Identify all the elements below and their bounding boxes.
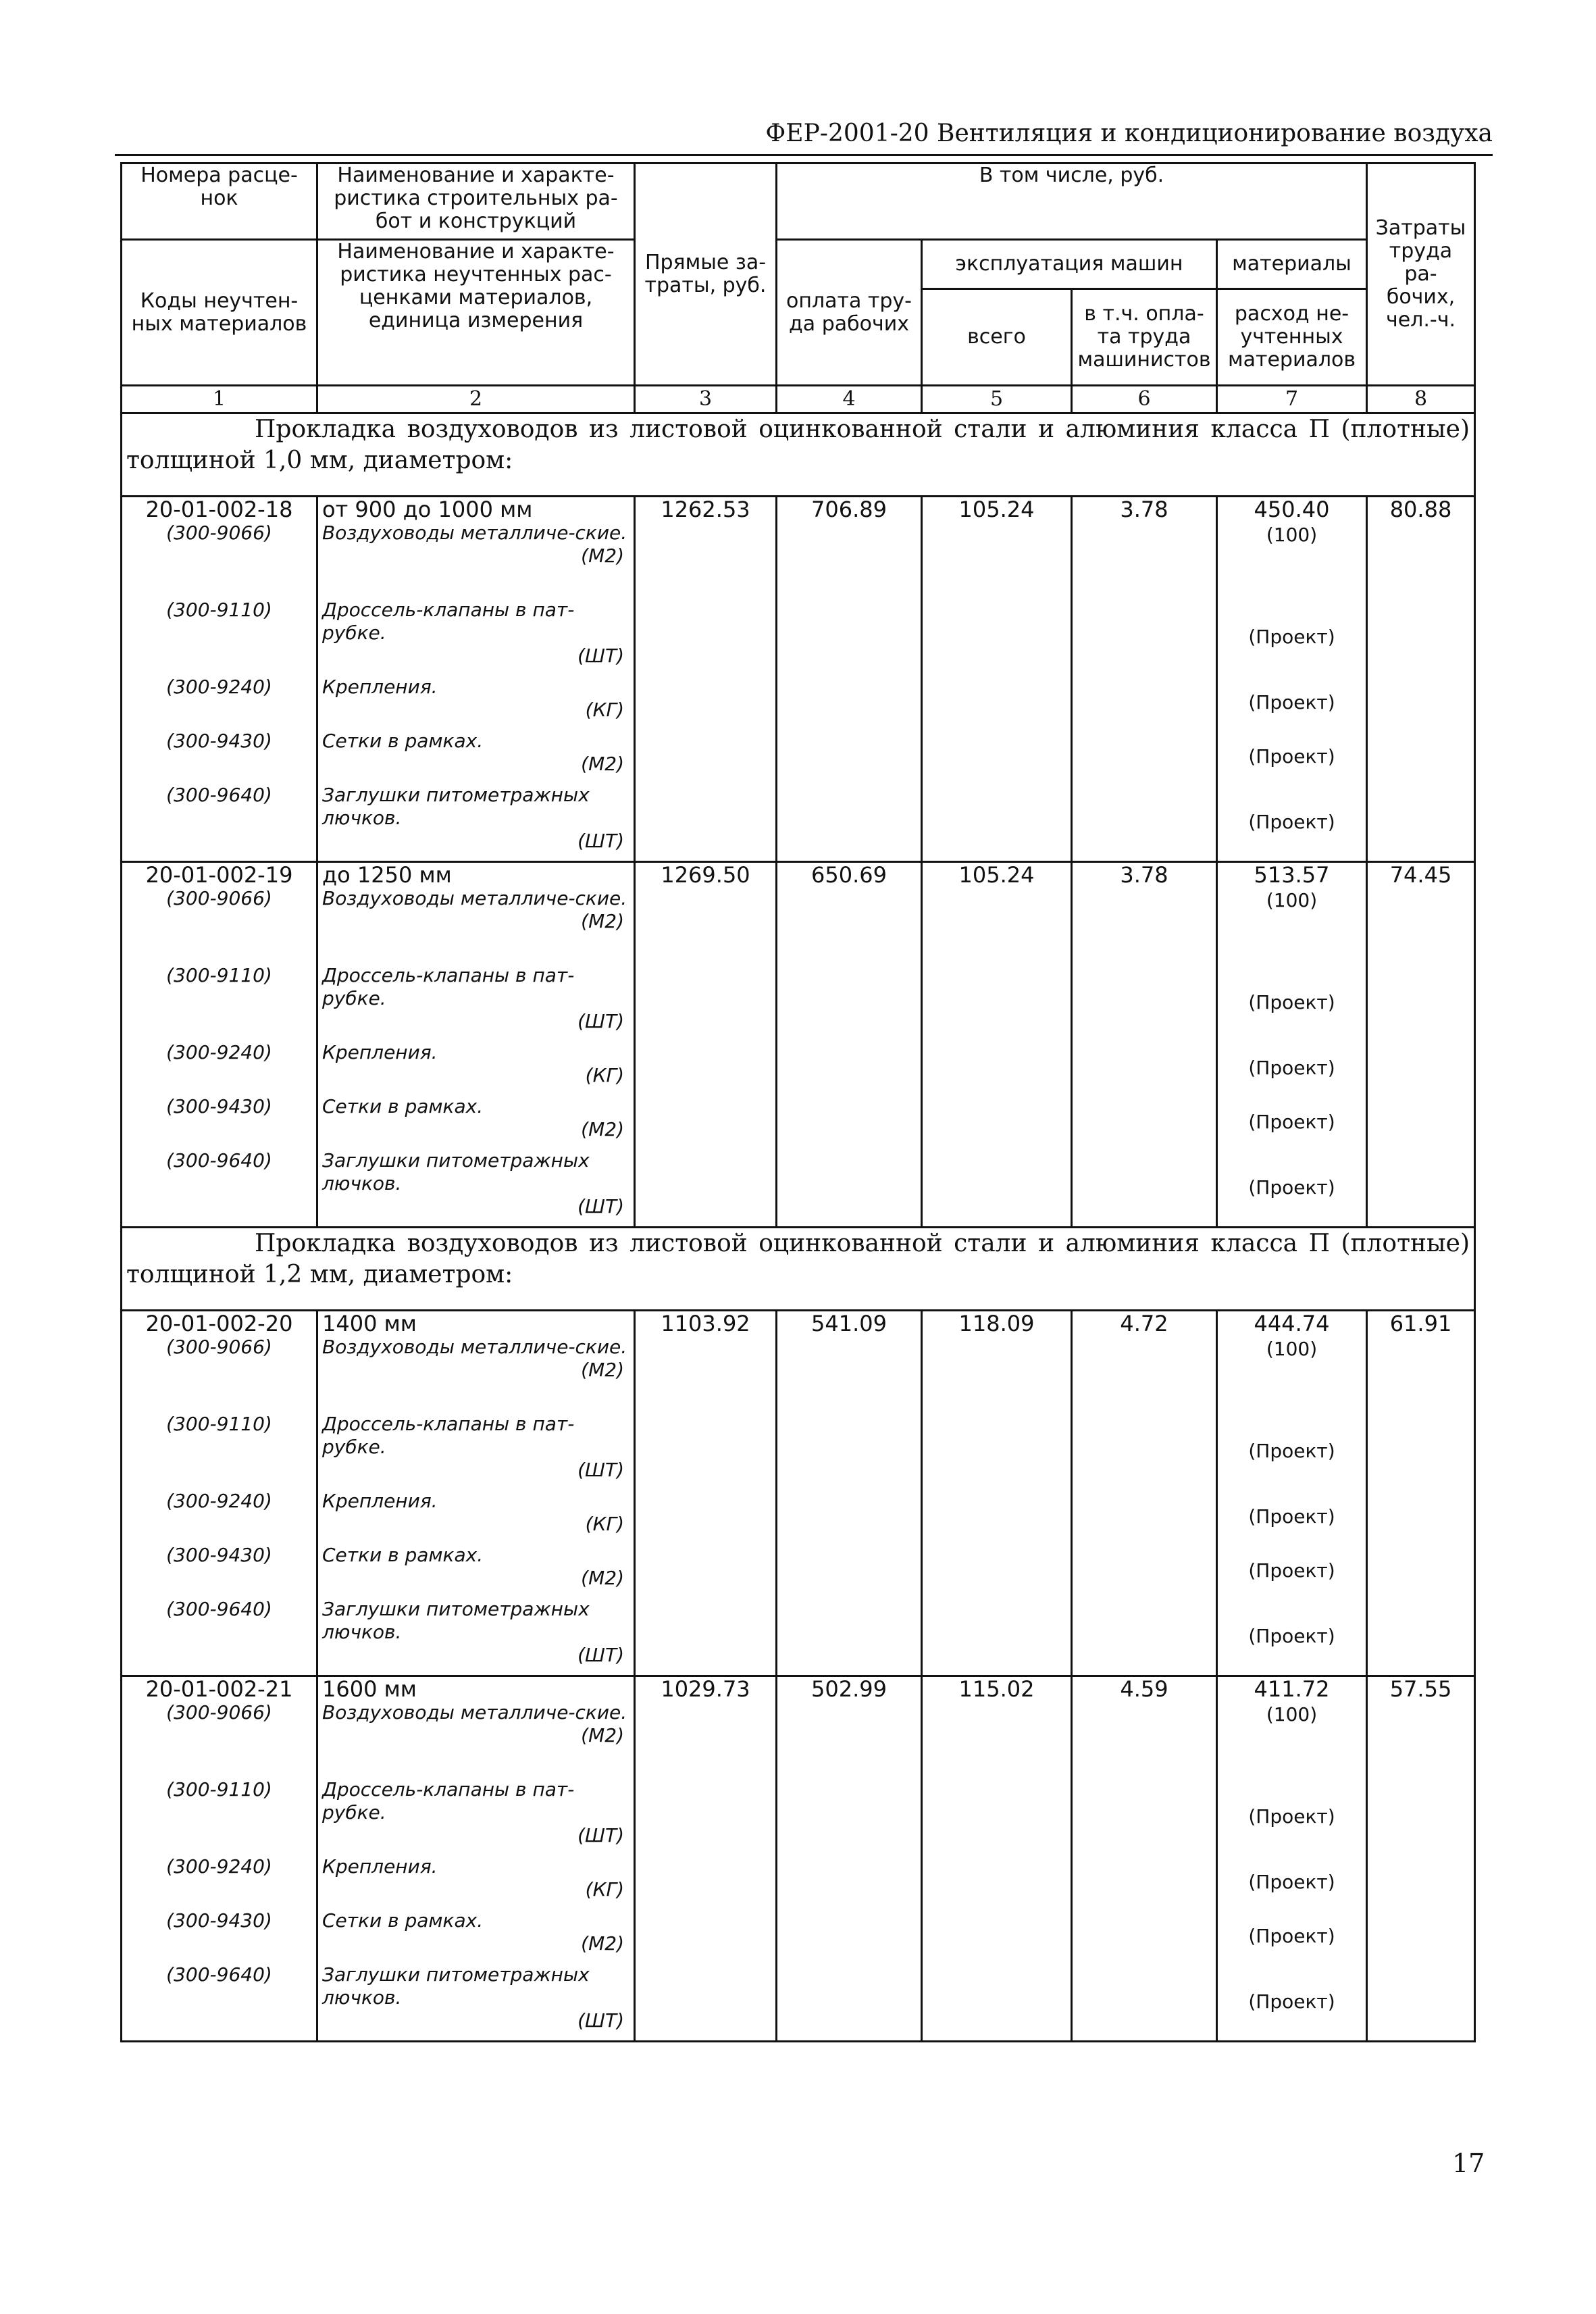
material-unit: (М2) <box>581 1567 624 1589</box>
material-unit: (КГ) <box>585 699 624 721</box>
material-code: (300-9110) <box>166 964 272 986</box>
material-entry <box>322 1778 629 1855</box>
table-body <box>122 413 1475 2042</box>
material-unit: (ШТ) <box>577 1010 624 1032</box>
machinists-pay-value-cell <box>1072 862 1217 1228</box>
material-entry <box>322 1336 629 1413</box>
material-code: (300-9066) <box>166 887 272 909</box>
material-consumption: (Проект) <box>1248 1871 1335 1893</box>
materials-cell <box>1217 1676 1367 2042</box>
material-code: (300-9430) <box>166 730 272 752</box>
direct-costs-value: 1029.73 <box>661 1676 750 1702</box>
header-unaccounted-materials: расход не-учтенных материалов <box>1217 289 1367 386</box>
column-number: 2 <box>317 386 635 413</box>
material-unit: (КГ) <box>585 1878 624 1901</box>
material-unit: (КГ) <box>585 1064 624 1086</box>
rate-row <box>122 1676 1475 2042</box>
header-direct-costs: Прямые за-траты, руб. <box>635 164 777 386</box>
rate-row <box>122 497 1475 862</box>
material-code: (300-9640) <box>166 1598 272 1620</box>
rate-code: 20-01-002-19 <box>145 862 293 888</box>
direct-costs-value: 1269.50 <box>661 862 750 888</box>
material-consumption: (Проект) <box>1248 811 1335 833</box>
material-unit: (ШТ) <box>577 1459 624 1481</box>
material-code: (300-9240) <box>166 1041 272 1063</box>
material-code: (300-9066) <box>166 1336 272 1358</box>
machinists-pay-value-cell <box>1072 1676 1217 2042</box>
material-consumption: (Проект) <box>1248 691 1335 713</box>
machines-total-value-cell <box>922 862 1072 1228</box>
section-heading-row <box>122 1228 1475 1311</box>
material-entry <box>322 1963 629 2040</box>
material-name: Воздуховоды металличе-ские. <box>322 1701 627 1724</box>
machinists-pay-value: 4.72 <box>1120 1311 1168 1336</box>
material-code: (300-9430) <box>166 1095 272 1117</box>
material-name: Сетки в рамках. <box>322 1909 484 1932</box>
machines-total-value: 118.09 <box>958 1311 1035 1336</box>
rate-row <box>122 1311 1475 1676</box>
direct-costs-value-cell <box>635 1676 777 2042</box>
header-work-name: Наименование и характе-ристика строительных ра-бот и конструкций <box>317 164 635 240</box>
material-entry <box>322 1490 629 1544</box>
labor-hours-value: 61.91 <box>1389 1311 1452 1336</box>
material-code: (300-9240) <box>166 676 272 698</box>
material-entry <box>322 522 629 599</box>
machines-total-value: 105.24 <box>958 497 1035 522</box>
material-name: Сетки в рамках. <box>322 1544 484 1566</box>
material-unit: (КГ) <box>585 1513 624 1535</box>
material-name: Заглушки питометражных лючков. <box>322 1963 590 2009</box>
rate-codes-cell <box>122 1676 317 2042</box>
header-labor-pay: оплата тру-да рабочих <box>777 240 922 386</box>
machines-total-value: 105.24 <box>958 862 1035 888</box>
labor-hours-value: 74.45 <box>1389 862 1452 888</box>
labor-pay-value: 541.09 <box>811 1311 887 1336</box>
material-code: (300-9110) <box>166 1778 272 1801</box>
rate-row <box>122 862 1475 1228</box>
material-unit: (ШТ) <box>577 2009 624 2032</box>
section-title: Прокладка воздуховодов из листовой оцинкованной стали и алюминия класса П (плотные) толщиной 1,0 мм, диаметром: <box>122 413 1475 497</box>
material-name: Дроссель-клапаны в пат-рубке. <box>322 599 575 644</box>
labor-hours-cell <box>1367 862 1475 1228</box>
rate-code: 20-01-002-20 <box>145 1311 293 1336</box>
column-number: 3 <box>635 386 777 413</box>
header-machinists-pay: в т.ч. опла-та труда машинистов <box>1072 289 1217 386</box>
material-code: (300-9066) <box>166 1701 272 1724</box>
materials-value: 513.57 <box>1254 862 1330 888</box>
material-name: Сетки в рамках. <box>322 730 484 752</box>
machines-total-value-cell <box>922 1311 1072 1676</box>
machinists-pay-value: 3.78 <box>1120 497 1168 522</box>
material-unit: (М2) <box>581 753 624 775</box>
material-entry <box>322 964 629 1041</box>
material-consumption: (Проект) <box>1248 1505 1335 1528</box>
material-consumption: (Проект) <box>1248 745 1335 768</box>
page-number: 17 <box>1452 2148 1485 2178</box>
material-code: (300-9066) <box>166 522 272 544</box>
labor-pay-value-cell <box>777 1676 922 2042</box>
material-consumption: (100) <box>1266 524 1318 546</box>
labor-pay-value: 502.99 <box>811 1676 887 1702</box>
rate-codes-cell <box>122 1311 317 1676</box>
material-entry <box>322 1598 629 1675</box>
material-unit: (ШТ) <box>577 645 624 667</box>
material-consumption: (Проект) <box>1248 1176 1335 1199</box>
material-consumption: (Проект) <box>1248 1559 1335 1582</box>
rate-code: 20-01-002-21 <box>145 1676 293 1702</box>
material-consumption: (Проект) <box>1248 1990 1335 2013</box>
material-name: Заглушки питометражных лючков. <box>322 1598 590 1643</box>
material-entry <box>322 1909 629 1963</box>
materials-cell <box>1217 1311 1367 1676</box>
material-name: Дроссель-клапаны в пат-рубке. <box>322 964 575 1009</box>
material-unit: (М2) <box>581 1724 624 1746</box>
rate-names-cell <box>317 1311 635 1676</box>
rates-table <box>120 162 1476 2042</box>
material-name: Заглушки питометражных лючков. <box>322 1149 590 1194</box>
material-consumption: (100) <box>1266 1338 1318 1360</box>
materials-value: 411.72 <box>1254 1676 1330 1702</box>
work-name: до 1250 мм <box>322 862 452 888</box>
material-unit: (ШТ) <box>577 1195 624 1217</box>
direct-costs-value-cell <box>635 862 777 1228</box>
material-entry <box>322 1544 629 1598</box>
material-unit: (М2) <box>581 910 624 932</box>
machinists-pay-value-cell <box>1072 497 1217 862</box>
material-name: Заглушки питометражных лючков. <box>322 784 590 829</box>
rate-codes-cell <box>122 862 317 1228</box>
labor-hours-value: 57.55 <box>1389 1676 1452 1702</box>
running-header: ФЕР-2001-20 Вентиляция и кондиционирование воздуха <box>115 114 1493 156</box>
material-entry <box>322 1149 629 1226</box>
rate-names-cell <box>317 497 635 862</box>
material-code: (300-9640) <box>166 1149 272 1172</box>
material-name: Сетки в рамках. <box>322 1095 484 1117</box>
material-entry <box>322 676 629 730</box>
machinists-pay-value-cell <box>1072 1311 1217 1676</box>
work-name: 1400 мм <box>322 1311 417 1336</box>
material-consumption: (Проект) <box>1248 1625 1335 1647</box>
section-heading-row <box>122 413 1475 497</box>
material-unit: (М2) <box>581 1359 624 1381</box>
material-consumption: (Проект) <box>1248 991 1335 1013</box>
material-consumption: (Проект) <box>1248 1805 1335 1828</box>
material-entry <box>322 1701 629 1778</box>
material-entry <box>322 784 629 861</box>
work-name: 1600 мм <box>322 1676 417 1702</box>
column-number: 5 <box>922 386 1072 413</box>
direct-costs-value-cell <box>635 497 777 862</box>
material-consumption: (Проект) <box>1248 1111 1335 1133</box>
materials-cell <box>1217 497 1367 862</box>
material-unit: (ШТ) <box>577 1824 624 1846</box>
rate-code: 20-01-002-18 <box>145 497 293 522</box>
column-numbers-row <box>122 386 1475 413</box>
material-name: Воздуховоды металличе-ские. <box>322 1336 627 1358</box>
material-name: Дроссель-клапаны в пат-рубке. <box>322 1778 575 1823</box>
material-consumption: (Проект) <box>1248 1057 1335 1079</box>
column-number: 6 <box>1072 386 1217 413</box>
material-entry <box>322 730 629 784</box>
work-name: от 900 до 1000 мм <box>322 497 533 522</box>
labor-hours-cell <box>1367 1311 1475 1676</box>
material-code: (300-9240) <box>166 1855 272 1878</box>
labor-hours-cell <box>1367 1676 1475 2042</box>
machines-total-value-cell <box>922 1676 1072 2042</box>
material-name: Крепления. <box>322 1490 438 1512</box>
column-number: 8 <box>1367 386 1475 413</box>
labor-pay-value-cell <box>777 862 922 1228</box>
labor-pay-value: 706.89 <box>811 497 887 522</box>
material-code: (300-9430) <box>166 1544 272 1566</box>
labor-hours-cell <box>1367 497 1475 862</box>
labor-pay-value-cell <box>777 1311 922 1676</box>
machinists-pay-value: 3.78 <box>1120 862 1168 888</box>
material-entry <box>322 1855 629 1909</box>
material-unit: (ШТ) <box>577 830 624 852</box>
rate-names-cell <box>317 1676 635 2042</box>
material-consumption: (100) <box>1266 889 1318 911</box>
direct-costs-value-cell <box>635 1311 777 1676</box>
machines-total-value-cell <box>922 497 1072 862</box>
rate-codes-cell <box>122 497 317 862</box>
materials-value: 450.40 <box>1254 497 1330 522</box>
material-code: (300-9640) <box>166 1963 272 1986</box>
machines-total-value: 115.02 <box>958 1676 1035 1702</box>
material-consumption: (Проект) <box>1248 1440 1335 1462</box>
column-number: 1 <box>122 386 317 413</box>
header-rate-numbers: Номера расце-нок <box>122 164 317 240</box>
rate-names-cell <box>317 862 635 1228</box>
material-name: Воздуховоды металличе-ские. <box>322 522 627 544</box>
header-material-names: Наименование и характе-ристика неучтенных рас-ценками материалов, единица измерения <box>317 240 635 386</box>
column-number: 7 <box>1217 386 1367 413</box>
material-unit: (М2) <box>581 1118 624 1140</box>
material-entry <box>322 1041 629 1095</box>
material-entry <box>322 1413 629 1490</box>
material-code: (300-9430) <box>166 1909 272 1932</box>
direct-costs-value: 1262.53 <box>661 497 750 522</box>
labor-pay-value: 650.69 <box>811 862 887 888</box>
material-code: (300-9640) <box>166 784 272 806</box>
material-consumption: (Проект) <box>1248 1925 1335 1947</box>
material-unit: (ШТ) <box>577 1644 624 1666</box>
header-material-codes: Коды неучтен-ных материалов <box>122 240 317 386</box>
material-entry <box>322 599 629 676</box>
materials-value: 444.74 <box>1254 1311 1330 1336</box>
material-entry <box>322 887 629 964</box>
material-entry <box>322 1095 629 1149</box>
labor-hours-value: 80.88 <box>1389 497 1452 522</box>
material-code: (300-9240) <box>166 1490 272 1512</box>
machinists-pay-value: 4.59 <box>1120 1676 1168 1702</box>
material-consumption: (100) <box>1266 1703 1318 1726</box>
header-materials-group: материалы <box>1217 240 1367 289</box>
materials-cell <box>1217 862 1367 1228</box>
column-number: 4 <box>777 386 922 413</box>
material-unit: (М2) <box>581 1932 624 1955</box>
material-name: Крепления. <box>322 1041 438 1063</box>
header-machines-total: всего <box>922 289 1072 386</box>
header-labor-hours: Затраты труда ра-бочих, чел.-ч. <box>1367 164 1475 386</box>
material-name: Крепления. <box>322 676 438 698</box>
section-title: Прокладка воздуховодов из листовой оцинкованной стали и алюминия класса П (плотные) толщиной 1,2 мм, диаметром: <box>122 1228 1475 1311</box>
header-machines-group: эксплуатация машин <box>922 240 1217 289</box>
material-name: Крепления. <box>322 1855 438 1878</box>
labor-pay-value-cell <box>777 497 922 862</box>
material-name: Воздуховоды металличе-ские. <box>322 887 627 909</box>
material-unit: (М2) <box>581 545 624 567</box>
material-code: (300-9110) <box>166 599 272 621</box>
header-including: В том числе, руб. <box>777 164 1367 240</box>
material-name: Дроссель-клапаны в пат-рубке. <box>322 1413 575 1458</box>
direct-costs-value: 1103.92 <box>661 1311 750 1336</box>
material-code: (300-9110) <box>166 1413 272 1435</box>
material-consumption: (Проект) <box>1248 626 1335 648</box>
